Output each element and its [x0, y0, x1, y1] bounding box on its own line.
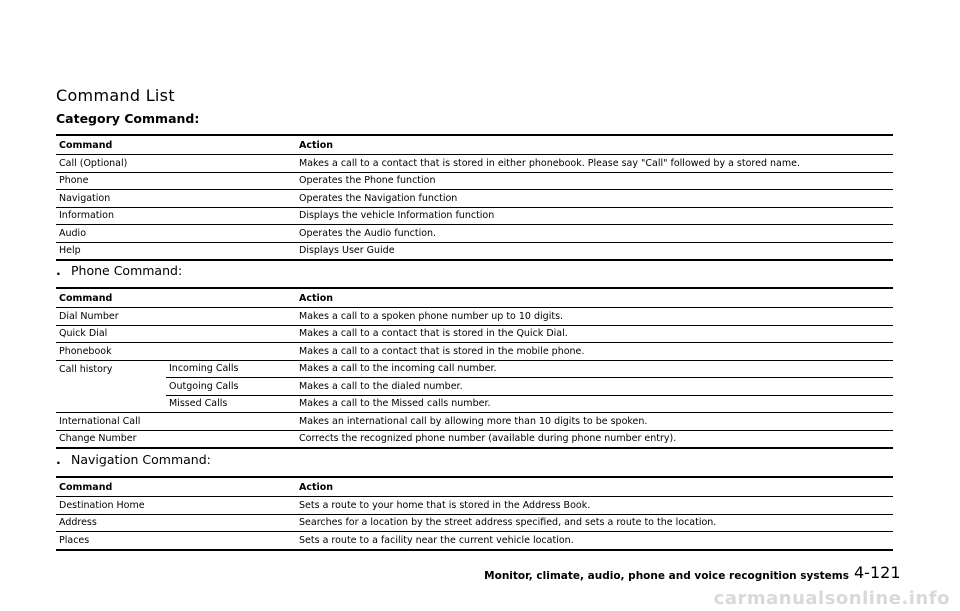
- command-cell: Address: [56, 514, 296, 532]
- phone-command-heading: [56, 263, 182, 278]
- bullet-icon: .: [56, 263, 61, 278]
- table-row: [56, 308, 893, 326]
- table-row: [56, 207, 893, 225]
- table-row: [56, 343, 893, 361]
- table-header-row: [56, 477, 893, 497]
- phone-command-heading-text: Phone Command:: [71, 263, 183, 278]
- column-header-command: Command: [59, 481, 113, 493]
- table-row: [56, 155, 893, 173]
- watermark: carmanualsonline.info: [713, 588, 950, 609]
- action-cell: Sets a route to a facility near the current vehicle location.: [296, 532, 893, 550]
- command-cell: Change Number: [56, 430, 296, 448]
- bullet-icon: .: [56, 452, 61, 467]
- subcommand-cell: Missed Calls: [166, 395, 296, 413]
- action-cell: Searches for a location by the street address specified, and sets a route to the location.: [296, 514, 893, 532]
- table-row: [56, 325, 893, 343]
- action-cell: Makes a call to a spoken phone number up to 10 digits.: [296, 308, 893, 326]
- table-row: [56, 360, 893, 378]
- command-cell: Help: [56, 242, 296, 260]
- action-cell: Makes an international call by allowing more than 10 digits to be spoken.: [296, 413, 893, 431]
- command-cell: Dial Number: [56, 308, 296, 326]
- action-cell: Operates the Navigation function: [296, 190, 893, 208]
- command-cell: Call (Optional): [56, 155, 296, 173]
- column-header-action: Action: [299, 139, 334, 151]
- action-cell: Makes a call to a contact that is stored in the Quick Dial.: [296, 325, 893, 343]
- action-cell: Corrects the recognized phone number (available during phone number entry).: [296, 430, 893, 448]
- navigation-command-table: [56, 476, 893, 551]
- column-header-action: Action: [299, 481, 334, 493]
- table-row: [56, 514, 893, 532]
- command-cell: Information: [56, 207, 296, 225]
- action-cell: Makes a call to a contact that is stored in either phonebook. Please say "Call" followed by a stored name.: [296, 155, 893, 173]
- category-command-table: [56, 134, 893, 261]
- empty-cell: [56, 378, 166, 396]
- action-cell: Operates the Phone function: [296, 172, 893, 190]
- command-cell: Navigation: [56, 190, 296, 208]
- action-cell: Makes a call to a contact that is stored in the mobile phone.: [296, 343, 893, 361]
- action-cell: Sets a route to your home that is stored in the Address Book.: [296, 497, 893, 515]
- command-cell: Call history: [56, 360, 166, 378]
- subcommand-cell: Incoming Calls: [166, 360, 296, 378]
- footer-section-label: Monitor, climate, audio, phone and voice recognition systems: [484, 570, 849, 582]
- table-row: [56, 172, 893, 190]
- category-command-heading: Category Command:: [56, 111, 200, 126]
- table-row: [56, 532, 893, 550]
- column-header-command: Command: [59, 139, 113, 151]
- action-cell: Makes a call to the dialed number.: [296, 378, 893, 396]
- command-cell: Places: [56, 532, 296, 550]
- subcommand-cell: Outgoing Calls: [166, 378, 296, 396]
- navigation-command-heading: [56, 452, 211, 467]
- command-cell: Phonebook: [56, 343, 296, 361]
- action-cell: Makes a call to the Missed calls number.: [296, 395, 893, 413]
- command-cell: International Call: [56, 413, 296, 431]
- table-row: [56, 378, 893, 396]
- action-cell: Makes a call to the incoming call number.: [296, 360, 893, 378]
- table-row: [56, 413, 893, 431]
- command-cell: Quick Dial: [56, 325, 296, 343]
- command-cell: Destination Home: [56, 497, 296, 515]
- empty-cell: [56, 395, 166, 413]
- table-header-row: [56, 288, 893, 308]
- command-cell: Audio: [56, 225, 296, 243]
- navigation-command-heading-text: Navigation Command:: [71, 452, 211, 467]
- action-cell: Operates the Audio function.: [296, 225, 893, 243]
- command-cell: Phone: [56, 172, 296, 190]
- table-row: [56, 430, 893, 448]
- table-header-row: [56, 135, 893, 155]
- page-title: Command List: [56, 86, 175, 105]
- page-number: 4-121: [854, 563, 901, 582]
- table-row: [56, 242, 893, 260]
- phone-command-table: [56, 287, 893, 449]
- table-row: [56, 497, 893, 515]
- action-cell: Displays User Guide: [296, 242, 893, 260]
- table-row: [56, 190, 893, 208]
- column-header-command: Command: [59, 292, 113, 304]
- table-row: [56, 395, 893, 413]
- column-header-action: Action: [299, 292, 334, 304]
- table-row: [56, 225, 893, 243]
- action-cell: Displays the vehicle Information function: [296, 207, 893, 225]
